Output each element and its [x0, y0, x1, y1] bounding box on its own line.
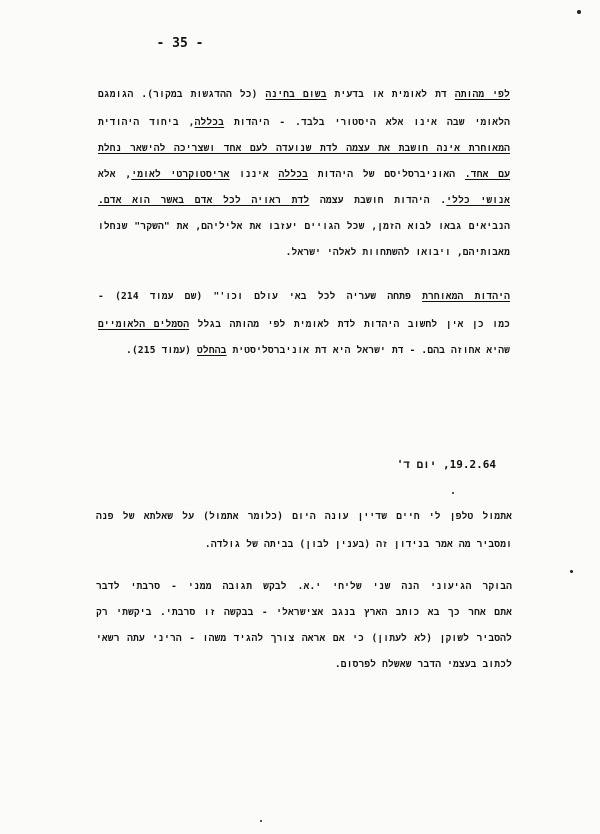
text-run: . היהדות חושבת עצמה — [309, 195, 447, 206]
text-run: מאבותיהם, ויבואו להשתחוות לאלהי ישראל. — [285, 247, 510, 258]
para1-line6 — [98, 220, 510, 234]
text-run: דת לאומית או בדעית — [326, 89, 455, 100]
text-run: (עמוד 215). — [126, 345, 198, 356]
para1-line5 — [98, 194, 510, 208]
text-run: הבוקר הגיעוני הנה שני שליחי י.א. לבקש תגובה ממני - סרבתי לדבר — [96, 581, 512, 592]
text-run: אתמול טלפן לי חיים שדיין עונה היום (כלומר אתמול) על שאלתא של פנה — [96, 511, 512, 522]
para1-line4 — [98, 168, 510, 182]
para2-line1 — [98, 290, 510, 304]
page-number: - 35 - — [156, 36, 204, 51]
underlined-text: בהחלט — [197, 345, 227, 356]
scan-speck — [260, 820, 262, 822]
text-run: לכתוב בעצמי הדבר שאשלח לפרסום. — [334, 659, 512, 670]
para3-line1 — [96, 510, 512, 524]
text-run: שהיא אחוזה בהם. - דת ישראל היא דת אוניברסליסטית — [226, 345, 510, 356]
para2-line3 — [98, 344, 510, 358]
para1-line3 — [98, 142, 510, 156]
text-run: להסביר לשוקן (לא לעתון) כי אם אראה צורך להגיד משהו - הריני עתה רשאי — [96, 633, 512, 644]
text-run: אתם אחר כך בא כותב הארץ בנגב אצישראלי - בבקשה זו סרבתי. ביקשתי רק — [96, 607, 512, 618]
text-run: , ביחוד היהודית — [98, 117, 195, 128]
text-run: (כל ההדגשות במקור). הגומגם — [98, 89, 266, 100]
underlined-text: אריסטוקרטי לאומי — [131, 169, 230, 180]
scan-speck — [577, 10, 581, 14]
text-run: , אלא — [98, 169, 132, 180]
para4-line2 — [96, 606, 512, 620]
text-run: הנביאים גבאו לבוא הזמן, שכל הגויים יעזבו את אליליהם, את "השקר" שנחלו — [98, 221, 510, 232]
text-run: פתחה שעריה לכל באי עולם וכו'" (שם עמוד 214) - — [98, 291, 423, 302]
scan-speck — [452, 492, 454, 494]
underlined-text: לפי מהותה — [454, 89, 510, 100]
underlined-text: המאוחרת אינה חושבת את עצמה לדת שנועדה לעם אחד ושצריכה להישאר נחלת — [98, 143, 510, 154]
underlined-text: היהדות המאוחרת — [422, 291, 510, 302]
text-run: האוניברסליסם של היהדות — [308, 169, 465, 180]
text-run: כמו כן אין לחשוב היהדות לדת לאומית לפי מהותה בגלל — [189, 319, 510, 330]
para4-line3 — [96, 632, 512, 646]
para1-line2 — [98, 116, 510, 130]
text-run: ומסביר מה אמר בנידון זה (בענין לבון) בביתה של גולדה. — [204, 539, 512, 550]
underlined-text: הסמלים הלאומיים — [98, 319, 190, 330]
underlined-text: בכללה — [194, 117, 225, 128]
date-heading: 19.2.64, יום ד' — [396, 458, 496, 471]
underlined-text: עם אחד. — [464, 169, 511, 180]
underlined-text: לדת ראויה לכל אדם באשר הוא אדם. — [98, 195, 310, 206]
para1-line7 — [98, 246, 510, 260]
text-run: איננו — [229, 169, 279, 180]
underlined-text: אנושי כללי — [446, 195, 511, 206]
underlined-text: בשום בחינה — [265, 89, 327, 100]
para3-line2 — [96, 538, 512, 552]
para4-line4 — [96, 658, 512, 672]
para2-line2 — [98, 318, 510, 332]
para4-line1 — [96, 580, 512, 594]
scan-speck — [570, 570, 573, 573]
para1-line1 — [98, 88, 510, 102]
underlined-text: בכללה — [278, 169, 309, 180]
text-run: הלאומי שבה אינו אלא היסטורי בלבד. - היהדות — [224, 117, 510, 128]
